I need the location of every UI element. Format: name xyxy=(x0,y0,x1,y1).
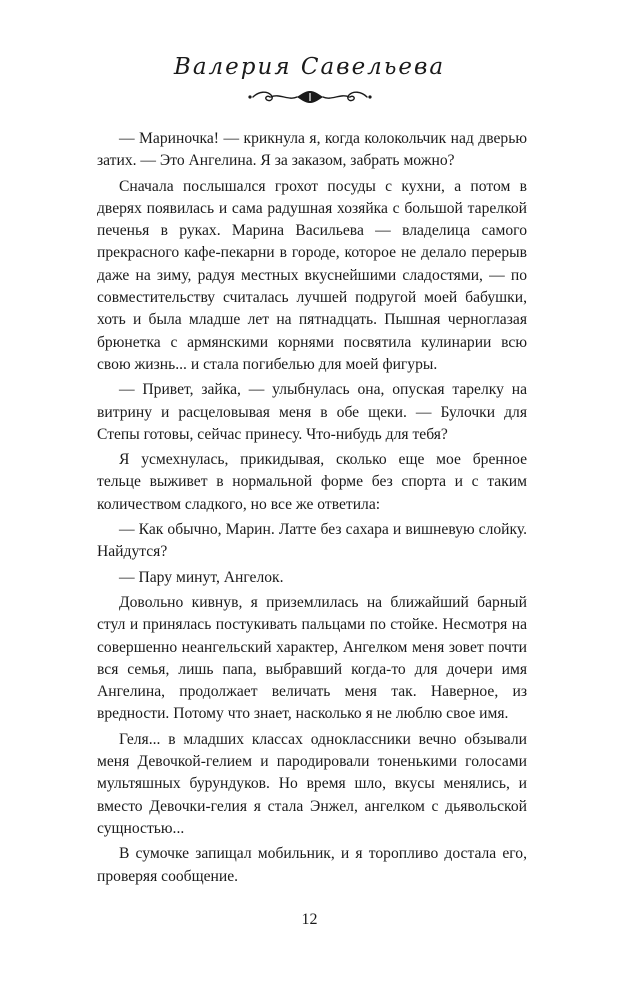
paragraph: Довольно кивнув, я приземлилась на ближайший барный стул и принялась постукивать пальцами по стойке. Несмотря на совершенно неангельский характер, Ангелком меня зовет почти вся семья, лишь папа, выбравший когда-то для дочери имя Ангелина, продолжает величать меня так. Наверное, из вредности. Потому что знает, насколько я не люблю свое имя. xyxy=(97,593,527,723)
paragraph: — Мариночка! — крикнула я, когда колокольчик над дверью затих. — Это Ангелина. Я за заказом, забрать можно? xyxy=(97,130,527,170)
paragraph: — Пару минут, Ангелок. xyxy=(119,568,284,586)
running-header xyxy=(0,56,619,105)
paragraph: Я усмехнулась, прикидывая, сколько еще мое бренное тельце выживет в нормальной форме без спорта и с таким количеством сладкого, но все же ответила: xyxy=(97,451,527,513)
paragraph: В сумочке запищал мобильник, и я торопливо достала его, проверяя сообщение. xyxy=(97,845,527,885)
author-name: Валерия Савельева xyxy=(173,54,446,80)
paragraph: — Привет, зайка, — улыбнулась она, опуская тарелку на витрину и расцеловывая меня в обе щеки. — Булочки для Степы готовы, сейчас принесу. Что-нибудь для тебя? xyxy=(97,381,527,443)
body-text xyxy=(97,128,527,888)
page-number: 12 xyxy=(301,911,318,928)
flourish-ornament-icon xyxy=(245,89,375,105)
paragraph: — Как обычно, Марин. Латте без сахара и вишневую слойку. Найдутся? xyxy=(97,521,527,561)
paragraph: Сначала послышался грохот посуды с кухни, а потом в дверях появилась и сама радушная хозяйка с большой тарелкой печенья в руках. Марина Васильева — владелица самого прекрасного кафе-пекарни в городе, которое не делало перерыв даже на зиму, радуя местных вкуснейшими сладостями, — по совместительству считалась лучшей подругой моей бабушки, хоть и была младше лет на пятнадцать. Пышная черноглазая брюнетка с армянскими корнями посвятила кулинарии всю свою жизнь... и стала погибелью для моей фигуры. xyxy=(97,177,527,373)
paragraph: Геля... в младших классах одноклассники вечно обзывали меня Девочкой-гелием и пародировали тоненькими голосами мультяшных бурундуков. Но время шло, вкусы менялись, и вместо Девочки-гелия я стала Энжел, ангелком с дьявольской сущностью... xyxy=(97,730,527,837)
